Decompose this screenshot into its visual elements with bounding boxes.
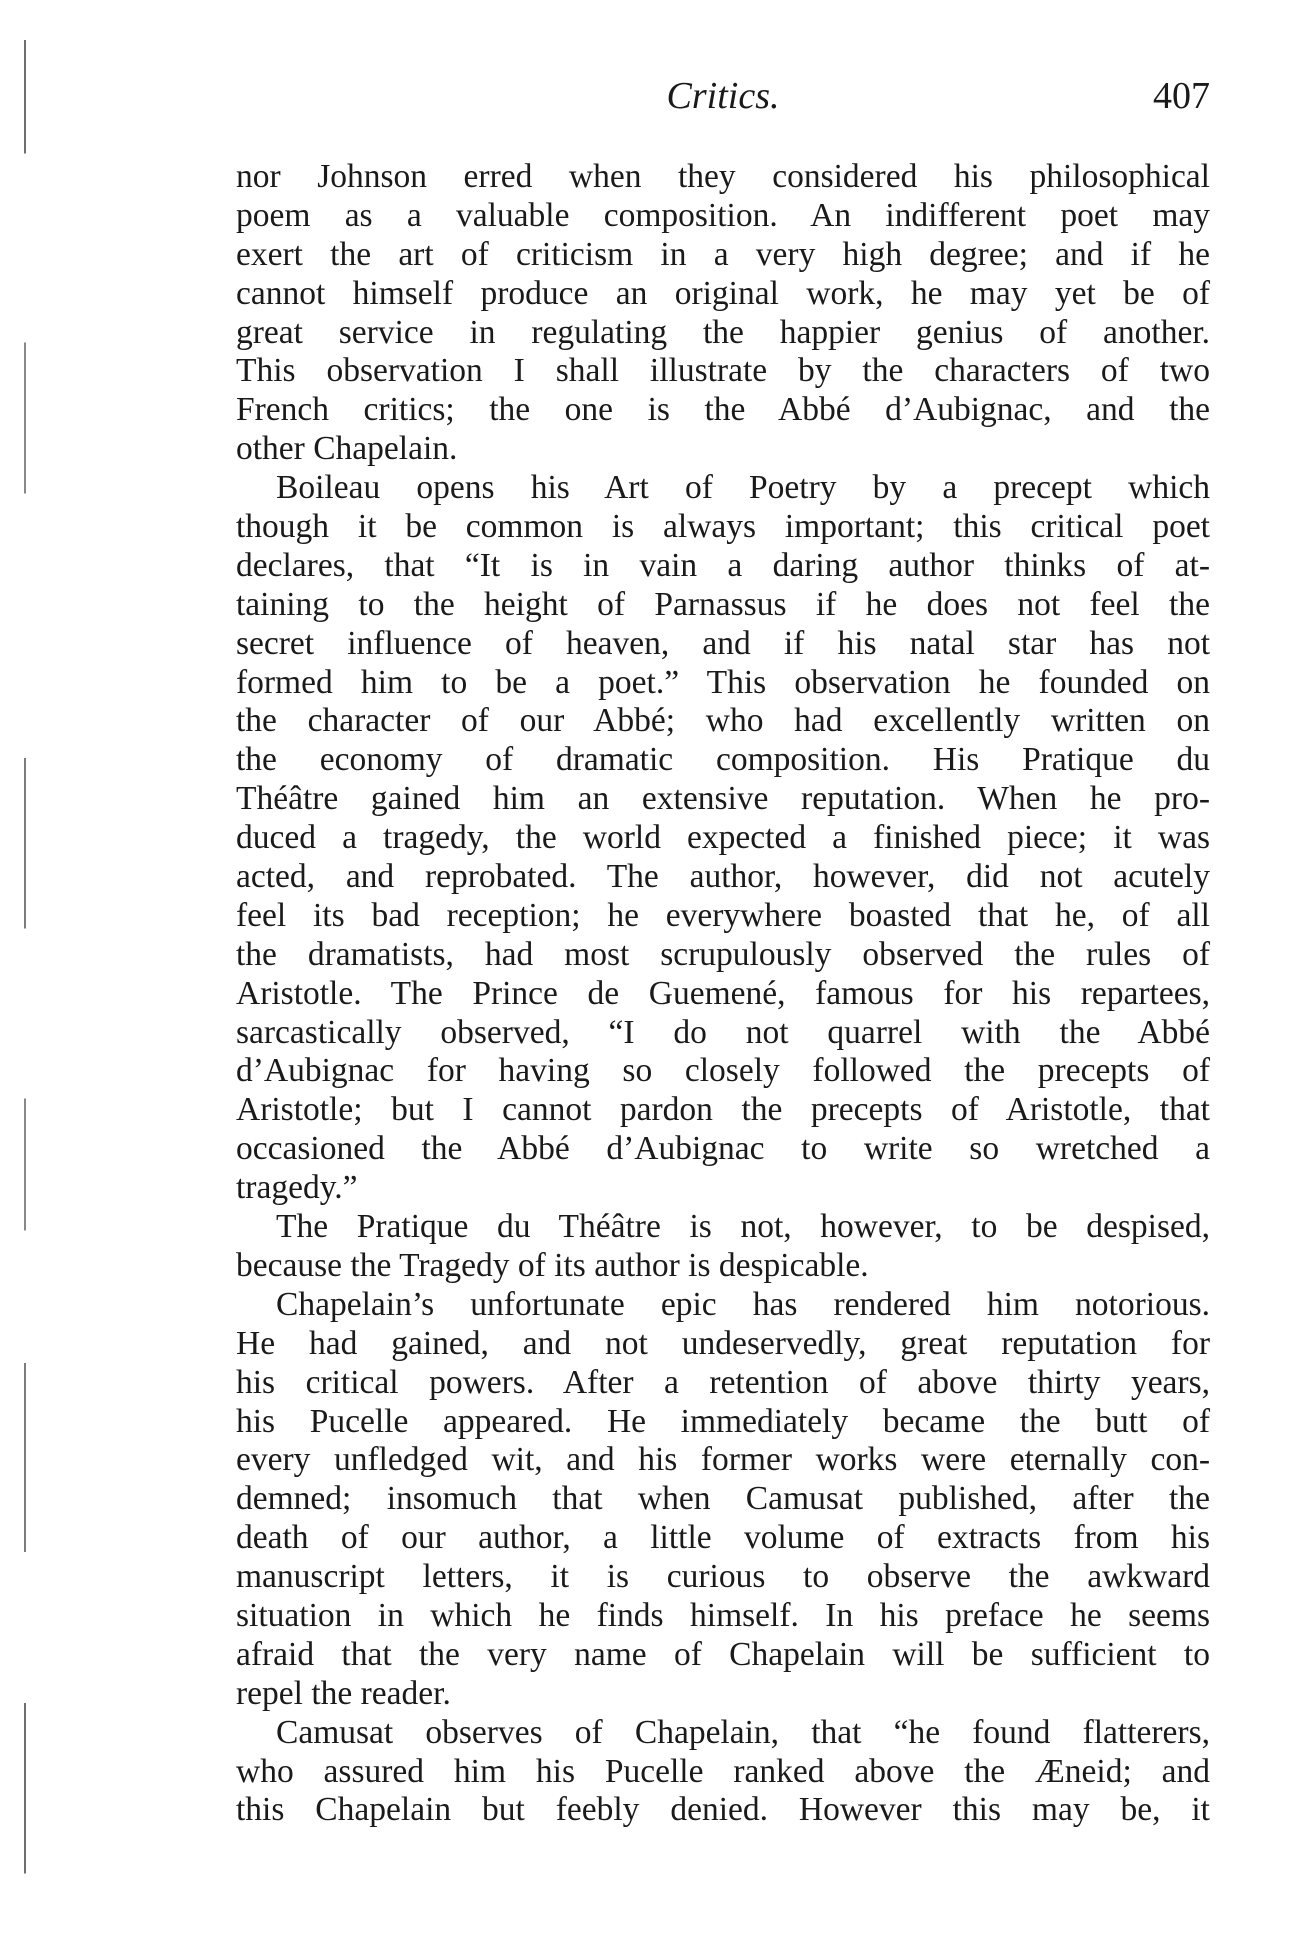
page-number: 407 (1153, 75, 1210, 117)
text-line: secret influence of heaven, and if his natal star has not (236, 624, 1210, 662)
text-line: The Pratique du Théâtre is not, however, to be despised, (276, 1208, 1210, 1246)
text-line: taining to the height of Parnassus if he does not feel the (236, 585, 1210, 623)
text-line: declares, that “It is in vain a daring author thinks of at- (236, 546, 1210, 584)
text-line: though it be common is always important; this critical poet (236, 508, 1210, 546)
text-line: formed him to be a poet.” This observation he founded on (236, 663, 1210, 701)
text-line: Camusat observes of Chapelain, that “he found flatterers, (276, 1713, 1210, 1751)
text-line: other Chapelain. (236, 430, 458, 468)
running-head: Critics. (666, 75, 780, 117)
text-line: the dramatists, had most scrupulously observed the rules of (236, 935, 1210, 973)
text-line: afraid that the very name of Chapelain will be sufficient to (236, 1635, 1210, 1673)
text-line: duced a tragedy, the world expected a finished piece; it was (236, 819, 1210, 857)
text-line: cannot himself produce an original work, he may yet be of (236, 274, 1210, 312)
scan-margin-edge (24, 40, 26, 1930)
text-line: feel its bad reception; he everywhere boasted that he, of all (236, 896, 1210, 934)
text-line: sarcastically observed, “I do not quarrel with the Abbé (236, 1013, 1210, 1051)
text-line: French critics; the one is the Abbé d’Aubignac, and the (236, 391, 1210, 429)
text-line: because the Tragedy of its author is despicable. (236, 1246, 869, 1284)
text-line: tragedy.” (236, 1169, 358, 1207)
text-line: great service in regulating the happier genius of another. (236, 313, 1210, 351)
body-text (236, 158, 1210, 1830)
text-line: his critical powers. After a retention of above thirty years, (236, 1363, 1210, 1401)
text-line: acted, and reprobated. The author, however, did not acutely (236, 858, 1210, 896)
text-line: Boileau opens his Art of Poetry by a precept which (276, 469, 1210, 507)
text-line: death of our author, a little volume of extracts from his (236, 1519, 1210, 1557)
text-line: occasioned the Abbé d’Aubignac to write so wretched a (236, 1130, 1210, 1168)
text-line: He had gained, and not undeservedly, great reputation for (236, 1324, 1210, 1362)
text-line: Chapelain’s unfortunate epic has rendered him notorious. (276, 1285, 1210, 1323)
text-line: this Chapelain but feebly denied. However this may be, it (236, 1791, 1210, 1829)
text-line: who assured him his Pucelle ranked above the Æneid; and (236, 1752, 1210, 1790)
text-line: the character of our Abbé; who had excellently written on (236, 702, 1210, 740)
text-line: every unfledged wit, and his former works were eternally con- (236, 1441, 1210, 1479)
text-line: nor Johnson erred when they considered his philosophical (236, 158, 1210, 195)
text-line: This observation I shall illustrate by the characters of two (236, 352, 1210, 390)
text-line: Théâtre gained him an extensive reputation. When he pro- (236, 780, 1210, 818)
text-line: poem as a valuable composition. An indifferent poet may (236, 196, 1210, 234)
text-line: demned; insomuch that when Camusat published, after the (236, 1480, 1210, 1518)
text-line: repel the reader. (236, 1674, 451, 1712)
text-line: manuscript letters, it is curious to observe the awkward (236, 1558, 1210, 1596)
page-header (236, 72, 1210, 120)
text-line: Aristotle. The Prince de Guemené, famous for his repartees, (236, 974, 1210, 1012)
text-line: exert the art of criticism in a very high degree; and if he (236, 235, 1210, 273)
text-line: Aristotle; but I cannot pardon the precepts of Aristotle, that (236, 1091, 1210, 1129)
text-line: d’Aubignac for having so closely followed the precepts of (236, 1052, 1210, 1090)
text-line: his Pucelle appeared. He immediately became the butt of (236, 1402, 1210, 1440)
text-line: situation in which he finds himself. In his preface he seems (236, 1596, 1210, 1634)
text-line: the economy of dramatic composition. His Pratique du (236, 741, 1210, 779)
